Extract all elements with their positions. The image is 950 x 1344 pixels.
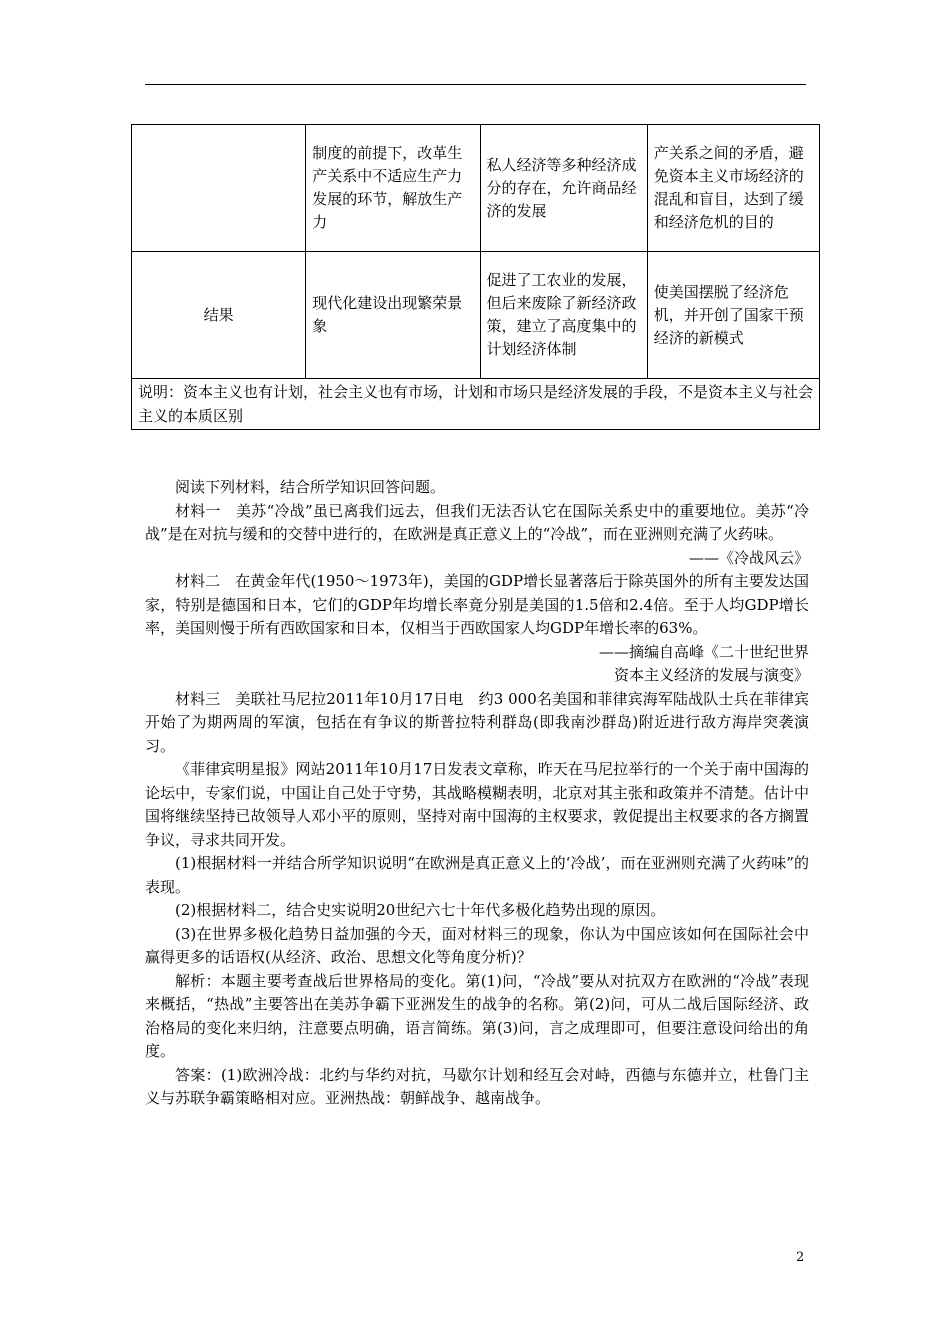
table-note: 说明：资本主义也有计划，社会主义也有市场，计划和市场只是经济发展的手段，不是资本主义与社会主义的本质区别 bbox=[132, 379, 820, 430]
table-row bbox=[132, 252, 820, 379]
page-number: 2 bbox=[796, 1250, 805, 1265]
question-2: (2)根据材料二，结合史实说明20世纪六七十年代多极化趋势出现的原因。 bbox=[175, 901, 666, 919]
material-3-continued: 《菲律宾明星报》网站2011年10月17日发表文章称，昨天在马尼拉举行的一个关于南中国海的论坛中，专家们说，中国让自己处于守势，其战略模糊表明，北京对其主张和政策并不清楚。估计中国将继续坚持已故领导人邓小平的原则，坚持对南中国海的主权要求，敦促提出主权要求的各方搁置争议，寻求共同开发。 bbox=[145, 760, 809, 849]
material-1-source: ——《冷战风云》 bbox=[688, 548, 809, 567]
header-rule bbox=[145, 84, 806, 85]
table-cell: 现代化建设出现繁荣景象 bbox=[306, 252, 480, 379]
table-row bbox=[132, 379, 820, 430]
row-label bbox=[132, 125, 306, 252]
question-1: (1)根据材料一并结合所学知识说明“在欧洲是真正意义上的‘冷战’，而在亚洲则充满了火药味”的表现。 bbox=[145, 854, 809, 896]
analysis-paragraph: 解析：本题主要考查战后世界格局的变化。第(1)问，“冷战”要从对抗双方在欧洲的“冷战”表现来概括，“热战”主要答出在美苏争霸下亚洲发生的战争的名称。第(2)问，可从二战后国际经济、政治格局的变化来归纳，注意要点明确，语言简练。第(3)问，言之成理即可，但要注意设问给出的角度。 bbox=[145, 971, 809, 1060]
table-cell: 使美国摆脱了经济危机，并开创了国家干预经济的新模式 bbox=[647, 252, 819, 379]
table-cell: 私人经济等多种经济成分的存在，允许商品经济的发展 bbox=[480, 125, 647, 252]
material-1: 材料一 美苏“冷战”虽已离我们远去，但我们无法否认它在国际关系史中的重要地位。美苏“冷战”是在对抗与缓和的交替中进行的，在欧洲是真正意义上的“冷战”，而在亚洲则充满了火药味。 bbox=[145, 501, 809, 543]
table-row bbox=[132, 125, 820, 252]
material-3: 材料三 美联社马尼拉2011年10月17日电 约3 000名美国和菲律宾海军陆战队士兵在菲律宾开始了为期两周的军演，包括在有争议的斯普拉特利群岛(即我南沙群岛)附近进行敌方海岸突袭演习。 bbox=[145, 689, 809, 755]
document-body bbox=[145, 476, 809, 1111]
intro-paragraph: 阅读下列材料，结合所学知识回答问题。 bbox=[175, 478, 446, 496]
row-label: 结果 bbox=[132, 252, 306, 379]
material-2-source-line-1: ——摘编自高峰《二十世纪世界 bbox=[598, 642, 809, 661]
material-2: 材料二 在黄金年代(1950～1973年)，美国的GDP增长显著落后于除英国外的所有主要发达国家，特别是德国和日本，它们的GDP年均增长率竟分别是美国的1.5倍和2.4倍。至于人均GDP增长率，美国则慢于所有西欧国家和日本，仅相当于西欧国家人均GDP年增长率的63%。 bbox=[145, 572, 809, 637]
table-cell: 制度的前提下，改革生产关系中不适应生产力发展的环节，解放生产力 bbox=[306, 125, 480, 252]
answer-paragraph: 答案：(1)欧洲冷战：北约与华约对抗，马歇尔计划和经互会对峙，西德与东德并立，杜鲁门主义与苏联争霸策略相对应。亚洲热战：朝鲜战争、越南战争。 bbox=[145, 1065, 809, 1107]
table-cell: 产关系之间的矛盾，避免资本主义市场经济的混乱和盲目，达到了缓和经济危机的目的 bbox=[647, 125, 819, 252]
question-3: (3)在世界多极化趋势日益加强的今天，面对材料三的现象，你认为中国应该如何在国际社会中赢得更多的话语权(从经济、政治、思想文化等角度分析)？ bbox=[145, 924, 809, 966]
table-cell: 促进了工农业的发展，但后来废除了新经济政策，建立了高度集中的计划经济体制 bbox=[480, 252, 647, 379]
material-2-source-line-2: 资本主义经济的发展与演变》 bbox=[613, 666, 809, 684]
comparison-table bbox=[131, 124, 820, 430]
